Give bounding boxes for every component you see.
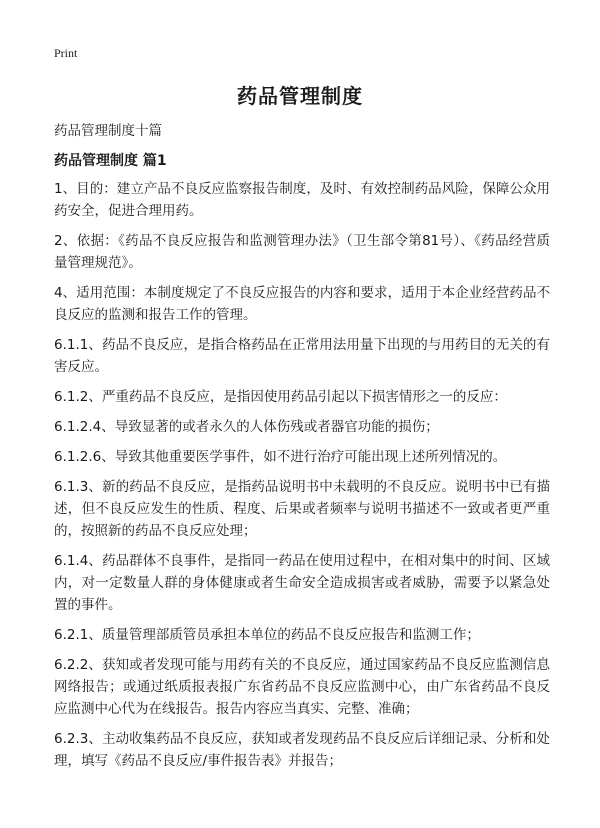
paragraph: 6.1.2.6、导致其他重要医学事件，如不进行治疗可能出现上述所列情况的。 — [54, 449, 507, 465]
paragraph: 1、目的：建立产品不良反应监察报告制度，及时、有效控制药品风险，保障公众用药安全，促进合理用药。 — [54, 181, 550, 219]
paragraph: 6.1.2、严重药品不良反应，是指因使用药品引起以下损害情形之一的反应： — [54, 389, 507, 405]
paragraph: 6.2.3、主动收集药品不良反应，获知或者发现药品不良反应后详细记录、分析和处理，填写《药品不良反应/事件报告表》并报告； — [54, 731, 550, 769]
paragraph: 6.2.1、质量管理部质管员承担本单位的药品不良反应报告和监测工作； — [54, 627, 480, 643]
page-title: 药品管理制度 — [237, 84, 363, 108]
paragraph: 6.1.2.4、导致显著的或者永久的人体伤残或者器官功能的损伤； — [54, 419, 439, 435]
paragraph: 6.1.4、药品群体不良事件，是指同一药品在使用过程中，在相对集中的时间、区域内，对一定数量人群的身体健康或者生命安全造成损害或者威胁，需要予以紧急处置的事件。 — [54, 553, 550, 613]
document-body — [54, 120, 550, 780]
paragraph: 6.1.3、新的药品不良反应，是指药品说明书中未载明的不良反应。说明书中已有描述，但不良反应发生的性质、程度、后果或者频率与说明书描述不一致或者更严重的，按照新的药品不良反应处理； — [54, 479, 550, 539]
paragraph: 6.2.2、获知或者发现可能与用药有关的不良反应，通过国家药品不良反应监测信息网络报告；或通过纸质报表报广东省药品不良反应监测中心，由广东省药品不良反应监测中心代为在线报告。报告内容应当真实、完整、准确； — [54, 657, 550, 717]
paragraph: 4、适用范围：本制度规定了不良反应报告的内容和要求，适用于本企业经营药品不良反应的监测和报告工作的管理。 — [54, 285, 550, 323]
paragraph: 2、依据：《药品不良反应报告和监测管理办法》（卫生部令第81号）、《药品经营质量管理规范》。 — [54, 233, 550, 271]
paragraph: 6.1.1、药品不良反应，是指合格药品在正常用法用量下出现的与用药目的无关的有害反应。 — [54, 337, 550, 375]
document-subtitle: 药品管理制度十篇 — [54, 123, 162, 139]
print-label: Print — [54, 46, 78, 60]
section-heading: 药品管理制度 篇1 — [54, 153, 167, 169]
